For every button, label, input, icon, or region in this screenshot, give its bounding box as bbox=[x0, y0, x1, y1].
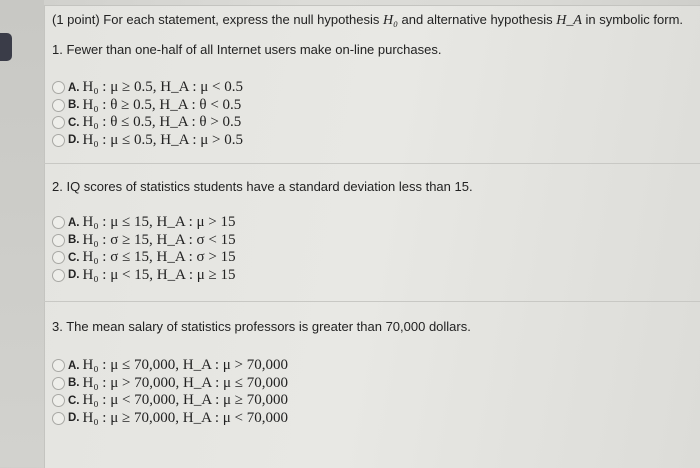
option-c[interactable] bbox=[52, 249, 236, 267]
ha-symbol: H_A bbox=[556, 13, 582, 28]
option-letter: B. bbox=[68, 377, 80, 390]
question-1: 1. Fewer than one-half of all Internet users make on-line purchases. bbox=[52, 42, 442, 57]
option-expression: H₀ : μ ≤ 0.5, H_A : μ > 0.5 bbox=[82, 131, 244, 148]
option-letter: A. bbox=[68, 359, 80, 372]
option-c[interactable] bbox=[52, 392, 288, 410]
option-c[interactable] bbox=[52, 114, 243, 132]
option-expression: H₀ : μ < 70,000, H_A : μ ≥ 70,000 bbox=[82, 392, 289, 409]
option-letter: C. bbox=[68, 251, 80, 264]
option-d[interactable] bbox=[52, 267, 236, 285]
option-b[interactable] bbox=[52, 375, 288, 393]
options-q3 bbox=[52, 357, 288, 427]
option-expression: H₀ : σ ≥ 15, H_A : σ < 15 bbox=[82, 231, 236, 248]
radio-button[interactable] bbox=[52, 81, 65, 94]
sidebar-tab[interactable] bbox=[0, 33, 12, 61]
radio-button[interactable] bbox=[52, 234, 65, 247]
divider bbox=[44, 163, 700, 164]
options-q2 bbox=[52, 214, 236, 284]
option-d[interactable] bbox=[52, 410, 288, 428]
option-letter: A. bbox=[68, 81, 80, 94]
option-a[interactable] bbox=[52, 79, 243, 97]
radio-button[interactable] bbox=[52, 134, 65, 147]
option-d[interactable] bbox=[52, 132, 243, 150]
option-a[interactable] bbox=[52, 214, 236, 232]
option-letter: D. bbox=[68, 412, 80, 425]
intro-text: (1 point) For each statement, express the null hypothesis bbox=[52, 12, 383, 27]
option-letter: D. bbox=[68, 269, 80, 282]
instructions bbox=[52, 12, 683, 29]
radio-button[interactable] bbox=[52, 377, 65, 390]
sidebar bbox=[0, 0, 44, 467]
option-a[interactable] bbox=[52, 357, 288, 375]
radio-button[interactable] bbox=[52, 359, 65, 372]
option-letter: D. bbox=[68, 134, 80, 147]
option-expression: H₀ : σ ≤ 15, H_A : σ > 15 bbox=[82, 249, 236, 266]
option-expression: H₀ : θ ≥ 0.5, H_A : θ < 0.5 bbox=[82, 96, 242, 113]
radio-button[interactable] bbox=[52, 99, 65, 112]
question-2: 2. IQ scores of statistics students have a standard deviation less than 15. bbox=[52, 179, 473, 194]
option-expression: H₀ : μ ≤ 15, H_A : μ > 15 bbox=[82, 214, 236, 231]
option-expression: H₀ : θ ≤ 0.5, H_A : θ > 0.5 bbox=[82, 114, 242, 131]
option-letter: C. bbox=[68, 116, 80, 129]
radio-button[interactable] bbox=[52, 116, 65, 129]
divider bbox=[44, 301, 700, 302]
radio-button[interactable] bbox=[52, 269, 65, 282]
radio-button[interactable] bbox=[52, 251, 65, 264]
option-expression: H₀ : μ > 70,000, H_A : μ ≤ 70,000 bbox=[82, 374, 289, 391]
radio-button[interactable] bbox=[52, 216, 65, 229]
option-expression: H₀ : μ ≥ 0.5, H_A : μ < 0.5 bbox=[82, 79, 244, 96]
intro-text: in symbolic form. bbox=[581, 12, 684, 27]
question-3: 3. The mean salary of statistics professors is greater than 70,000 dollars. bbox=[52, 319, 471, 334]
h0-symbol: H₀ bbox=[382, 13, 398, 28]
intro-text: and alternative hypothesis bbox=[397, 12, 557, 27]
option-letter: C. bbox=[68, 394, 80, 407]
option-letter: B. bbox=[68, 234, 80, 247]
option-expression: H₀ : μ ≥ 70,000, H_A : μ < 70,000 bbox=[82, 409, 289, 426]
option-b[interactable] bbox=[52, 232, 236, 250]
option-letter: A. bbox=[68, 216, 80, 229]
radio-button[interactable] bbox=[52, 412, 65, 425]
radio-button[interactable] bbox=[52, 394, 65, 407]
option-expression: H₀ : μ ≤ 70,000, H_A : μ > 70,000 bbox=[82, 357, 289, 374]
options-q1 bbox=[52, 79, 243, 149]
option-b[interactable] bbox=[52, 97, 243, 115]
option-expression: H₀ : μ < 15, H_A : μ ≥ 15 bbox=[82, 266, 236, 283]
option-letter: B. bbox=[68, 99, 80, 112]
